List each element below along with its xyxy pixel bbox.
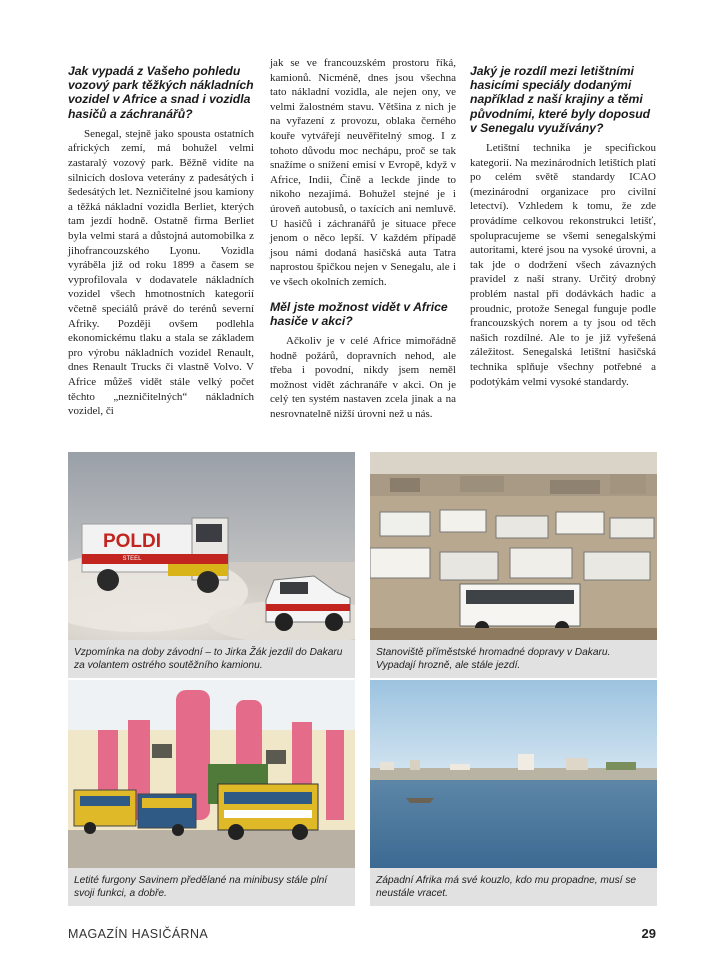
truck-sponsor-sublabel: STEEL: [122, 556, 142, 562]
answer-text-1-continued: jak se ve francouzském prostoru říká, kamionů. Nicméně, dnes jsou všechna tato nákladní vozidla, ale nejen ony, ve velmi žalostném stavu. Většina z nich je na vyřazení z provozu, oblaka černého kouře vytvářejí neuvěřitelný smog. I z tohoto důvodu moc nechápu, proč se tak snažíme o snížení emisí v Evropě, když v Africe, Indii, Číně a leckde jinde to nikoho nezajímá. Bohužel stejné je i úroveň autobusů, o taxících ani nemluvě. U hasičů i záchranářů je situace přece jenom o něco lepší. V každém případě jsou námi dodaná hasičská auta Tatra naprostou špičkou nejen v Senegalu, ale i ve všech okolních zemích.: [270, 57, 456, 288]
answer-text-3: Letištní technika je specifickou kategorií. Na mezinárodních letištích platí po celém světě standardy ICAO (mezinárodní organizace pro civilní letectví). Vzhledem k tomu, že zde provádíme celkovou rekonstrukci letišť, spolupracujeme se všemi senegalskými autoritami, které jsou na vysoké úrovni, a tak jde o dodržení všech závazných pravidel z naší strany. Určitý drobný problém nastal při dodávkách hadic a proudnic, protože Senegal funguje podle francouzských norem a ty jsou od těch našich rozdílné. Ale to je již vyřešená záležitost. Senegalská letištní hasičská technika splňuje všechny potřebné a podotýkám velmi vysoké standardy.: [470, 142, 656, 388]
boat-icon: [406, 798, 434, 803]
answer-text-2: Ačkoliv je v celé Africe mimořádně hodně požárů, dopravních nehod, ale třeba i povodní, nikdy jsem neměl možnost vidět záchranáře v akci. On je celý ten systém nastaven zcela jinak a na nesrovnatelně nižší úrovni než u nás.: [270, 334, 456, 420]
page-number: 29: [641, 926, 656, 941]
photo-caption-1: Vzpomínka na doby závodní – to Jirka Žák jezdil do Dakaru za volantem ostrého soutěžního kamionu.: [68, 640, 355, 678]
photo-minibuses: [68, 680, 355, 868]
photo-bus-station: [370, 452, 657, 640]
photo-caption-4: Západní Afrika má své kouzlo, kdo mu propadne, musí se neustále vracet.: [370, 868, 657, 906]
answer-text-1: Senegal, stejně jako spousta ostatních afrických zemí, má bohužel velmi zastaralý vozový park. Běžně vidíte na silnicích doslova veterány z padesátých i šedesátých let. Nezničitelné jsou kamiony a těžká nákladní vozidla Berliet, kterých tam jezdí hodně. Ostatně firma Berliet byla velmi stará a důstojná automobilka z jihofrancouzského Lyonu. Vozidla vyráběla již od roku 1899 a časem se vyprofilovala v dodavatele nákladních vozidel všech hmotnostních kategorií včetně speciálů právě do terénů severní Afriky. Později ovšem podlehla ekonomickému tlaku a stala se základem pro výrobu nákladních vozidel Renault, dnes Renault Trucks či vlastně Volvo. V Africe můžeš vidět stále velký počet těchto „nezničitelných“ nákladních vozidel, či: [68, 127, 254, 418]
article-column-1: [68, 56, 254, 419]
question-heading-2: Měl jste možnost vidět v Africe hasiče v akci?: [270, 299, 448, 328]
magazine-name: MAGAZÍN HASIČÁRNA: [68, 927, 209, 941]
article-column-3: [470, 56, 656, 389]
photo-rally-truck: [68, 452, 355, 640]
photo-coast: [370, 680, 657, 868]
question-heading-1: Jak vypadá z Vašeho pohledu vozový park těžkých nákladních vozidel v Africe a snad i vozidla hasičů a záchranářů?: [68, 64, 254, 121]
photo-caption-2: Stanoviště příměstské hromadné dopravy v Dakaru. Vypadají hrozně, ale stále jezdí.: [370, 640, 657, 678]
question-heading-3: Jaký je rozdíl mezi letištními hasicími speciály dodanými například z naší krajiny a těmi původními, které byly doposud v Senegalu využívány?: [470, 64, 651, 135]
photo-caption-3: Letité furgony Savinem předělané na minibusy stále plní svoji funkci, a dobře.: [68, 868, 355, 906]
article-column-2: [270, 56, 456, 421]
truck-sponsor-label: POLDI: [102, 531, 162, 552]
